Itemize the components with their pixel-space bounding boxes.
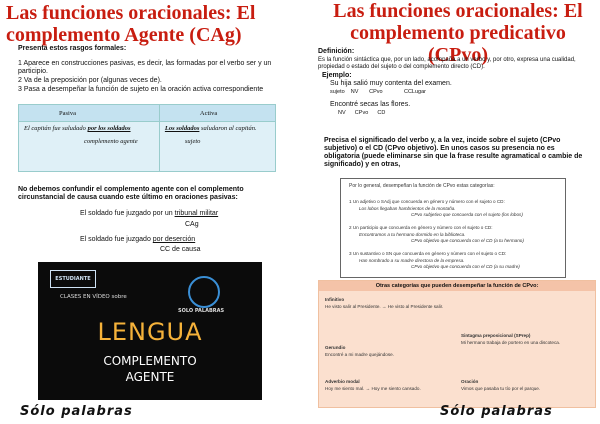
- example-a: Su hija salió muy contenta del examen.: [330, 80, 452, 87]
- example-2: El soldado fue juzgado por deserción: [80, 236, 196, 243]
- passive-active-table: [18, 104, 276, 172]
- banner-word-3: AGENTE: [125, 370, 175, 384]
- example-1: El soldado fue juzgado por un tribunal militar: [80, 210, 219, 217]
- banner-lengua: LENGUA: [97, 318, 203, 346]
- def-label: Definición:: [318, 48, 355, 55]
- active-cell: Los soldados saludaron al capitán. sujeto: [159, 122, 275, 172]
- col-active: Activa: [159, 105, 275, 122]
- left-title: Las funciones oracionales: El complemento Agente (CAg): [6, 2, 256, 46]
- left-logo: Sólo palabras: [20, 404, 133, 419]
- intro: Presenta estos rasgos formales:: [18, 45, 127, 52]
- video-banner[interactable]: [38, 262, 262, 400]
- rule-3: 3 Pasa a desempeñar la función de sujeto en la oración activa correspondiente: [18, 86, 264, 93]
- example-b: Encontré secas las flores.: [330, 101, 411, 108]
- example-2-tag: CC de causa: [160, 246, 201, 253]
- brand-icon: [188, 276, 220, 308]
- other-categories-box: Otras categorías que pueden desempeñar la función de CPvo: Infinitivo He visto salir al Presidente. → He visto al Presidente salir. Gerundio Encontré a mi madre quejándose. Adverbio modal Hoy me siento mal. → Hoy me siento cansado. Sintagma preposicional (SPrep) Mi hermano trabaja de portero en una discoteca. Oración Vimos que pasaba tu tío por el parque.: [318, 280, 596, 408]
- passive-cell: El capitán fue saludado por los soldados complemento agente: [19, 122, 160, 172]
- example-1-tag: CAg: [185, 221, 199, 228]
- example-label: Ejemplo:: [322, 72, 352, 79]
- rule-2: 2 Va de la preposición por (algunas veces de).: [18, 77, 162, 84]
- example-b-tags: NV CPvo CD: [338, 110, 386, 116]
- example-a-tags: sujeto NV CPvo CCLugar: [330, 89, 426, 95]
- warning: No debemos confundir el complemento agente con el complemento circunstancial de causa cuando este último en oraciones pasivas:: [18, 186, 244, 201]
- precision: Precisa el significado del verbo y, a la vez, incide sobre el sujeto (CPvo subjetivo) o el CD (CPvo objetivo). En unos casos su presencia no es obligatoria (puede eliminarse sin que la frase resulte agramatical o cambie de significado) y en otras,: [324, 137, 583, 168]
- rule-1: 1 Aparece en construcciones pasivas, es decir, las formadas por el verbo ser y un participio.: [18, 60, 272, 75]
- banner-brand: SOLO PALABRAS: [178, 308, 225, 314]
- right-logo: Sólo palabras: [440, 404, 553, 419]
- banner-subtitle: CLASES EN VÍDEO sobre: [60, 294, 127, 300]
- student-badge: ESTUDIANTE: [50, 270, 96, 288]
- banner-word-2: COMPLEMENTO: [103, 354, 197, 368]
- right-title: Las funciones oracionales: El complemento predicativo (CPvo): [333, 0, 583, 66]
- col-passive: Pasiva: [19, 105, 160, 122]
- definition: Es la función sintáctica que, por un lado, acompaña a un verbo y, por otro, expresa una cualidad, propiedad o estado del sujeto o del complemento directo (CD).: [318, 57, 576, 70]
- categories-box: Por lo general, desempeñan la función de CPvo estas categorías: 1 Un adjetivo o SAdj que concuerda en género y número con el sujeto o CD: Los lobos llegaban hambrientos de la montaña. CPvo subjetivo que concuerda con el sujeto (los lobos) 2 Un participio que concuerda en género y número con el sujeto o CD: Encontramos a tu hermano dormido en la biblioteca. CPvo objetivo que concuerda con el CD (a tu hermano) 3 Un sustantivo o SN que concuerda en género y número con el sujeto o CD: Han nombrado a su madre directora de la empresa. CPvo objetivo que concuerda con el CD (a su madre): [340, 178, 566, 278]
